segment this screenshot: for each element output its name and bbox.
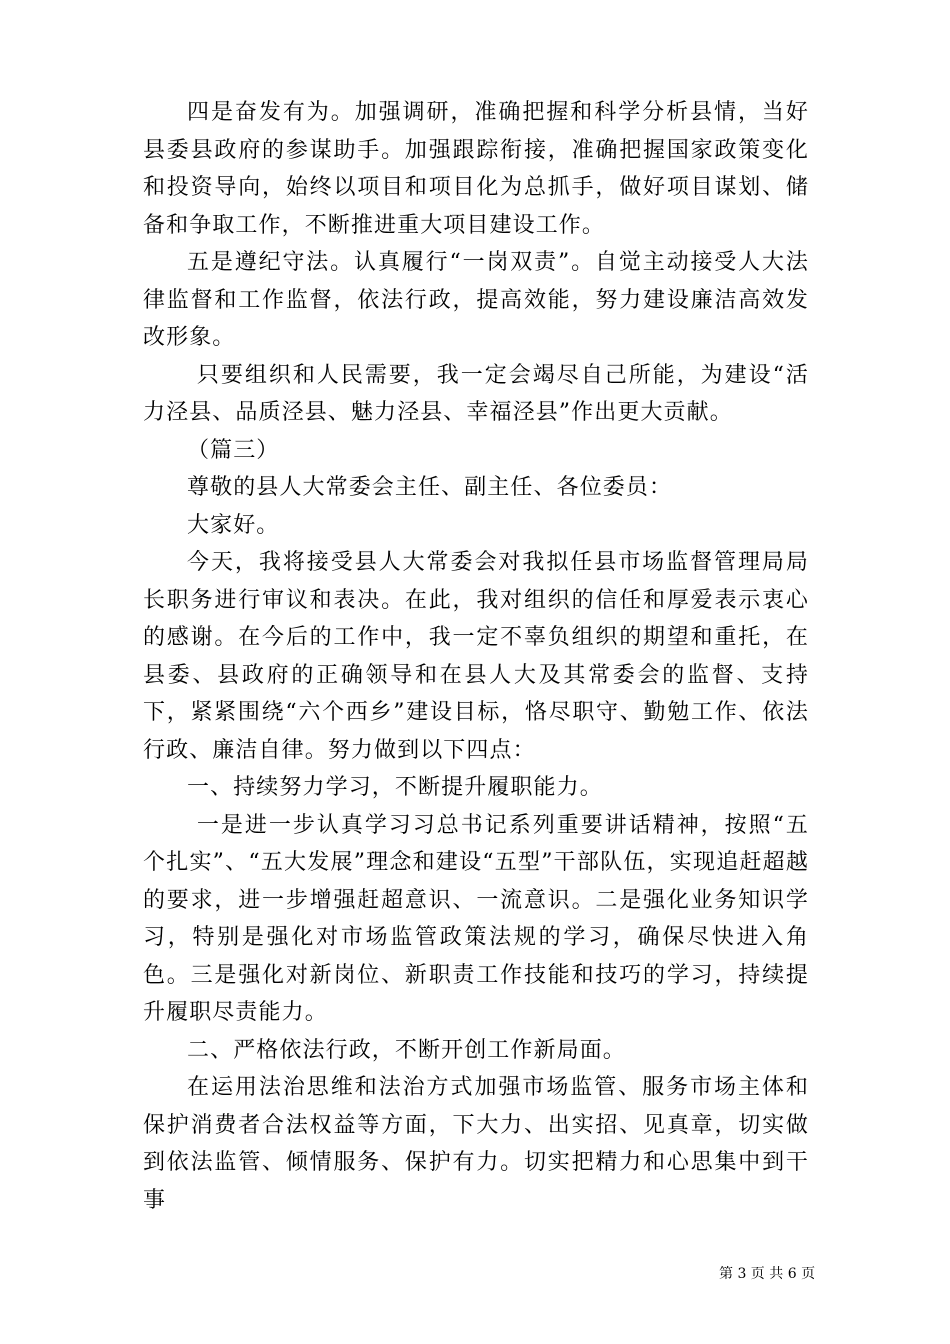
heading-point-two: 二、严格依法行政，不断开创工作新局面。 [187, 1037, 626, 1063]
page-number-footer: 第 3 页 共 6 页 [719, 1266, 816, 1282]
heading-point-one: 一、持续努力学习，不断提升履职能力。 [187, 775, 603, 800]
section-heading-part-three: （篇三） [187, 437, 280, 463]
body-text [143, 94, 809, 1219]
paragraph-law-enforcement: 在运用法治思维和法治方式加强市场监管、服务市场主体和保护消费者合法权益等方面，下大力、出实招、见真章，切实做到依法监管、倾情服务、保护有力。切实把精力和心思集中到干事 [143, 1075, 809, 1213]
paragraph-closing-pledge: 只要组织和人民需要，我一定会竭尽自己所能，为建设“活力泾县、品质泾县、魅力泾县、幸福泾县”作出更大贡献。 [143, 362, 809, 425]
greeting: 大家好。 [187, 512, 280, 538]
paragraph-fifth-point: 五是遵纪守法。认真履行“一岗双责”。自觉主动接受人大法律监督和工作监督，依法行政，提高效能，努力建设廉洁高效发改形象。 [143, 250, 809, 350]
paragraph-fourth-point: 四是奋发有为。加强调研，准确把握和科学分析县情，当好县委县政府的参谋助手。加强跟踪衔接，准确把握国家政策变化和投资导向，始终以项目和项目化为总抓手，做好项目谋划、储备和争取工作，不断推进重大项目建设工作。 [143, 100, 809, 238]
salutation: 尊敬的县人大常委会主任、副主任、各位委员： [187, 475, 673, 500]
paragraph-introduction: 今天，我将接受县人大常委会对我拟任县市场监督管理局局长职务进行审议和表决。在此，我对组织的信任和厚爱表示衷心的感谢。在今后的工作中，我一定不辜负组织的期望和重托，在县委、县政府的正确领导和在县人大及其常委会的监督、支持下，紧紧围绕“六个西乡”建设目标，恪尽职守、勤勉工作、依法行政、廉洁自律。努力做到以下四点： [143, 550, 809, 763]
paragraph-study-details: 一是进一步认真学习习总书记系列重要讲话精神，按照“五个扎实”、“五大发展”理念和建设“五型”干部队伍，实现追赶超越的要求，进一步增强赶超意识、一流意识。二是强化业务知识学习，特别是强化对市场监管政策法规的学习，确保尽快进入角色。三是强化对新岗位、新职责工作技能和技巧的学习，持续提升履职尽责能力。 [143, 812, 809, 1025]
